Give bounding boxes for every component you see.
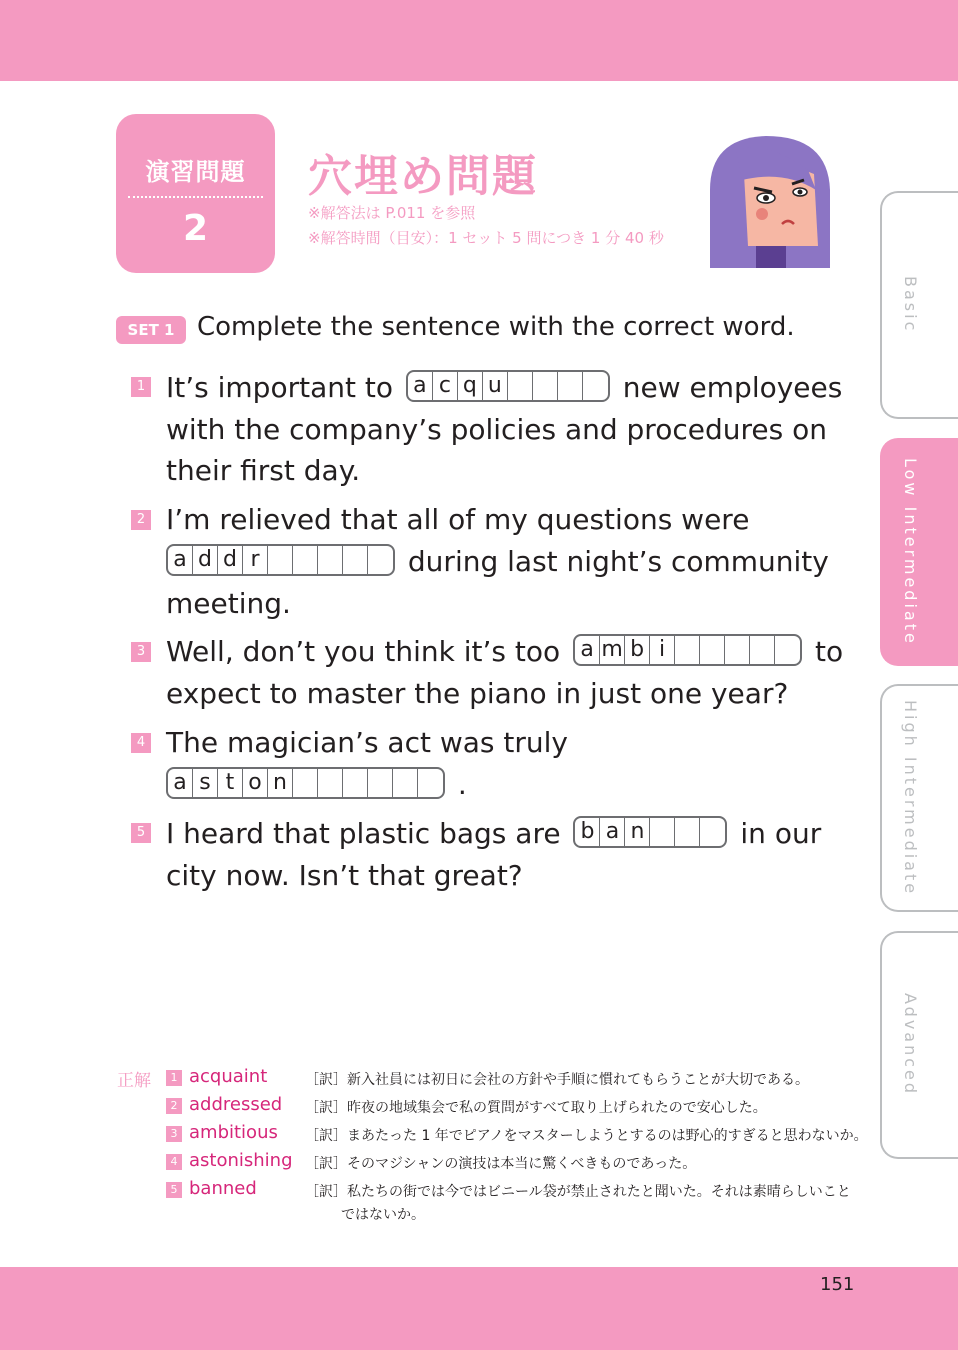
top-pink-band <box>0 0 958 81</box>
answer-word: banned <box>189 1178 257 1199</box>
letter-cell <box>343 769 368 797</box>
letter-cell <box>318 769 343 797</box>
bottom-pink-band <box>0 1267 958 1350</box>
letter-cell <box>293 769 318 797</box>
answer-translation: ［訳］昨夜の地域集会で私の質問がすべて取り上げられたので安心した。 <box>305 1100 767 1116</box>
tab-basic[interactable] <box>880 191 958 419</box>
letter-cell: n <box>268 769 293 797</box>
letter-cell: c <box>433 372 458 400</box>
character-illustration <box>696 130 838 268</box>
question-number: 4 <box>131 733 151 753</box>
question-line <box>166 814 821 854</box>
letter-cell: a <box>408 372 433 400</box>
answer-time-note: ※解答時間（目安）：1 セット 5 問につき 1 分 40 秒 <box>308 229 664 247</box>
question-text: in our <box>740 817 822 850</box>
exercise-number: 2 <box>182 208 209 249</box>
answer-number: 4 <box>166 1154 182 1170</box>
letter-cell <box>368 546 393 574</box>
question-line: city now. Isn’t that great? <box>166 859 523 892</box>
letter-cell <box>700 636 725 664</box>
question-text: I heard that plastic bags are <box>166 817 561 850</box>
question-number: 2 <box>131 510 151 530</box>
letter-cell: m <box>600 636 625 664</box>
letter-cell: s <box>193 769 218 797</box>
question-text: It’s important to <box>166 371 393 404</box>
letter-cell: n <box>625 818 650 846</box>
letter-cell: a <box>600 818 625 846</box>
answer-blank[interactable] <box>573 816 727 848</box>
letter-cell <box>268 546 293 574</box>
tab-label: Basic <box>901 276 920 334</box>
letter-cell <box>775 636 800 664</box>
letter-cell <box>318 546 343 574</box>
set-instruction: Complete the sentence with the correct word. <box>197 312 795 342</box>
question-number: 1 <box>131 377 151 397</box>
question-line <box>166 542 829 582</box>
answer-blank[interactable] <box>166 767 445 799</box>
letter-cell <box>393 769 418 797</box>
page-number: 151 <box>820 1274 855 1295</box>
question-text: to <box>814 635 844 668</box>
letter-cell <box>533 372 558 400</box>
tab-label: Advanced <box>901 993 920 1097</box>
letter-cell: r <box>243 546 268 574</box>
letter-cell: d <box>193 546 218 574</box>
answer-number: 5 <box>166 1182 182 1198</box>
question-line <box>166 765 467 805</box>
answer-translation: ［訳］まあたった 1 年でピアノをマスターしようとするのは野心的すぎると思わないか。 <box>305 1128 868 1144</box>
letter-cell: o <box>243 769 268 797</box>
question-text: during last night’s community <box>407 545 829 578</box>
question-line <box>166 632 843 672</box>
letter-cell: a <box>575 636 600 664</box>
answer-number: 1 <box>166 1070 182 1086</box>
letter-cell <box>675 636 700 664</box>
question-line: with the company’s policies and procedures on <box>166 413 827 446</box>
letter-cell <box>508 372 533 400</box>
letter-cell <box>583 372 608 400</box>
tab-label: High Intermediate <box>901 699 920 897</box>
letter-cell: a <box>168 769 193 797</box>
question-line: their first day. <box>166 454 361 487</box>
answers-heading: 正解 <box>117 1071 151 1091</box>
answer-translation: ［訳］新入社員には初日に会社の方針や手順に慣れてもらうことが大切である。 <box>305 1072 809 1088</box>
answer-translation: ［訳］そのマジシャンの演技は本当に驚くべきものであった。 <box>305 1156 697 1172</box>
answer-number: 2 <box>166 1098 182 1114</box>
tab-low-intermediate[interactable] <box>880 438 958 666</box>
tab-label: Low Intermediate <box>901 458 920 646</box>
tab-high-intermediate[interactable] <box>880 684 958 912</box>
letter-cell: d <box>218 546 243 574</box>
answer-word: astonishing <box>189 1150 293 1171</box>
letter-cell <box>558 372 583 400</box>
letter-cell: i <box>650 636 675 664</box>
character-cheek <box>756 208 768 220</box>
letter-cell <box>700 818 725 846</box>
answer-word: ambitious <box>189 1122 278 1143</box>
question-number: 5 <box>131 823 151 843</box>
question-line: I’m relieved that all of my questions were <box>166 503 750 536</box>
letter-cell: b <box>625 636 650 664</box>
exercise-box <box>116 114 275 273</box>
answer-word: acquaint <box>189 1066 268 1087</box>
set-badge: SET 1 <box>116 316 186 344</box>
exercise-label: 演習問題 <box>145 158 246 186</box>
question-line: The magician’s act was truly <box>166 726 568 759</box>
question-text: Well, don’t you think it’s too <box>166 635 561 668</box>
answer-number: 3 <box>166 1126 182 1142</box>
page-title: 穴埋め問題 <box>308 151 538 202</box>
answer-translation: ［訳］私たちの街では今ではビニール袋が禁止されたと聞いた。それは素晴らしいこと <box>305 1184 851 1200</box>
letter-cell <box>650 818 675 846</box>
answer-translation-continued: ではないか。 <box>341 1207 425 1223</box>
answer-method-note: ※解答法は P.011 を参照 <box>308 204 476 222</box>
tab-advanced[interactable] <box>880 931 958 1159</box>
answer-blank[interactable] <box>406 370 610 402</box>
letter-cell <box>418 769 443 797</box>
letter-cell: q <box>458 372 483 400</box>
letter-cell: a <box>168 546 193 574</box>
question-number: 3 <box>131 642 151 662</box>
answer-word: addressed <box>189 1094 283 1115</box>
letter-cell <box>675 818 700 846</box>
letter-cell: t <box>218 769 243 797</box>
question-text: . <box>457 768 467 801</box>
letter-cell <box>293 546 318 574</box>
question-line: meeting. <box>166 587 291 620</box>
letter-cell <box>750 636 775 664</box>
answer-blank[interactable] <box>166 544 395 576</box>
letter-cell: b <box>575 818 600 846</box>
letter-cell <box>343 546 368 574</box>
letter-cell <box>725 636 750 664</box>
answer-blank[interactable] <box>573 634 802 666</box>
exercise-divider <box>128 196 263 198</box>
letter-cell: u <box>483 372 508 400</box>
question-line <box>166 368 842 408</box>
question-line: expect to master the piano in just one year? <box>166 677 789 710</box>
question-text: new employees <box>622 371 843 404</box>
letter-cell <box>368 769 393 797</box>
